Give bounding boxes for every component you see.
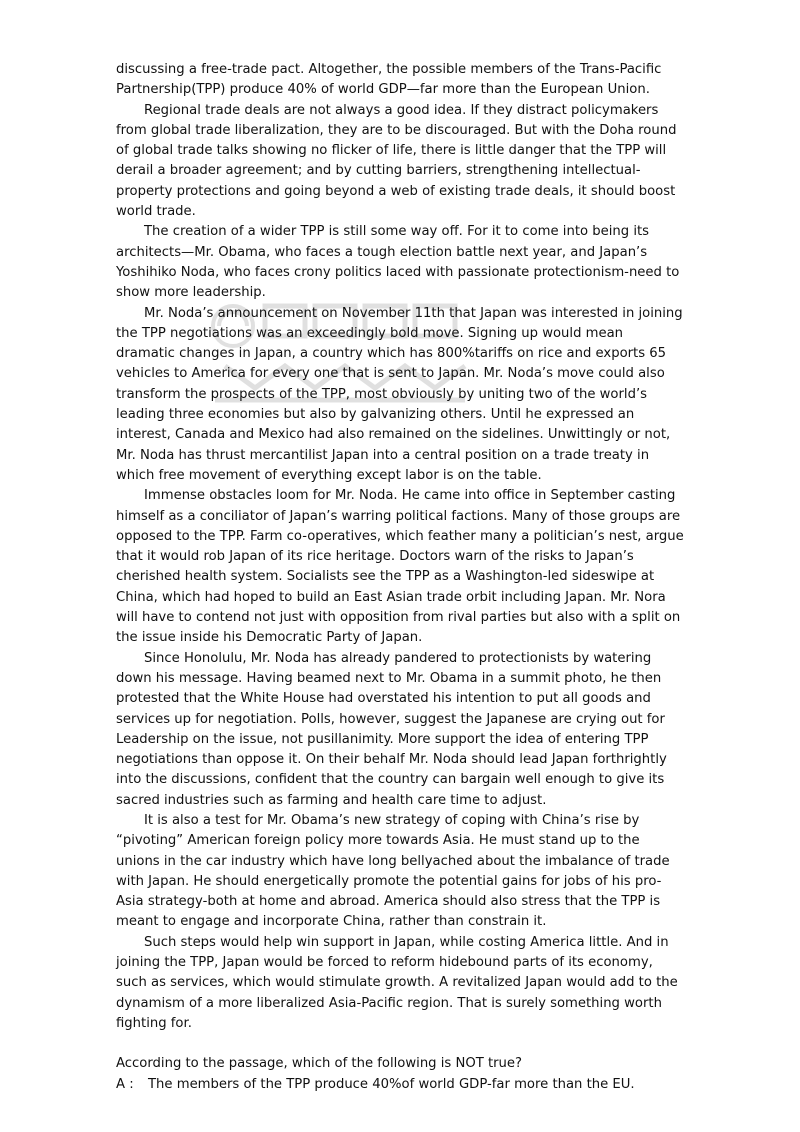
paragraph-wider-tpp: The creation of a wider TPP is still some way off. For it to come into being its architects—Mr. Obama, who faces a tough election battle next year, and Japan’s Yoshihiko Noda, who faces crony politics laced with passionate protectionism-need to show more leadership. (116, 224, 680, 301)
paragraph-obama-strategy: It is also a test for Mr. Obama’s new strategy of coping with China’s rise by “pivoting” American foreign policy more towards Asia. He must stand up to the unions in the car industry which have long bellyached about the imbalance of trade with Japan. He should energetically promote the potential gains for jobs of his pro-Asia strategy-both at home and abroad. America should also stress that the TPP is meant to engage and incorporate China, rather than constrain it. (116, 812, 670, 930)
question-text: According to the passage, which of the following is NOT true? (116, 1056, 523, 1072)
option-a-letter: A : (116, 1076, 134, 1092)
option-a-text: The members of the TPP produce 40%of world GDP-far more than the EU. (148, 1076, 635, 1092)
paragraph-honolulu: Since Honolulu, Mr. Noda has already pandered to protectionists by watering down his message. Having beamed next to Mr. Obama in a summit photo, he then protested that the White House had overstated his intention to put all goods and services up for negotiation. Polls, however, suggest the Japanese are crying out for Leadership on the issue, not pusillanimity. More support the idea of entering TPP negotiations than oppose it. On their behalf Mr. Noda should lead Japan forthrightly into the discussions, confident that the country can bargain well enough to give its sacred industries such as farming and health care time to adjust. (116, 650, 667, 808)
paragraph-conclusion: Such steps would help win support in Japan, while costing America little. And in joining the TPP, Japan would be forced to reform hidebound parts of its economy, such as services, which would stimulate growth. A revitalized Japan would add to the dynamism of a more liberalized Asia-Pacific region. That is surely something worth fighting for. (116, 934, 678, 1031)
paragraph-noda-announcement: Mr. Noda’s announcement on November 11th that Japan was interested in joining the TPP negotiations was an exceedingly bold move. Signing up would mean dramatic changes in Japan, a country which has 800%tariffs on rice and exports 65 vehicles to America for every one that is sent to Japan. Mr. Noda’s move could also transform the prospects of the TPP, most obviously by uniting two of the world’s leading three economies but also by galvanizing others. Until he expressed an interest, Canada and Mexico had also remained on the sidelines. Unwittingly or not, Mr. Noda has thrust mercantilist Japan into a central position on a trade treaty in which free movement of everything except labor is on the table. (116, 305, 683, 483)
paragraph-continued: discussing a free-trade pact. Altogether, the possible members of the Trans-Pacific Partnership(TPP) produce 40% of world GDP—far more than the European Union. (116, 62, 662, 98)
option-a[interactable] (116, 1075, 686, 1095)
paragraph-regional-trade: Regional trade deals are not always a good idea. If they distract policymakers from global trade liberalization, they are to be discouraged. But with the Doha round of global trade talks showing no flicker of life, there is little danger that the TPP will derail a broader agreement; and by cutting barriers, strengthening intellectual-property protections and going beyond a web of existing trade deals, it should boost world trade. (116, 102, 677, 220)
document-page (116, 60, 686, 1095)
paragraph-obstacles: Immense obstacles loom for Mr. Noda. He came into office in September casting himself as a conciliator of Japan’s warring political factions. Many of those groups are opposed to the TPP. Farm co-operatives, which feather many a politician’s nest, argue that it would rob Japan of its rice heritage. Doctors warn of the risks to Japan’s cherished health system. Socialists see the TPP as a Washington-led sideswipe at China, which had hoped to build an East Asian trade orbit including Japan. Mr. Nora will have to contend not just with opposition from rival parties but also with a split on the issue inside his Democratic Party of Japan. (116, 488, 684, 646)
